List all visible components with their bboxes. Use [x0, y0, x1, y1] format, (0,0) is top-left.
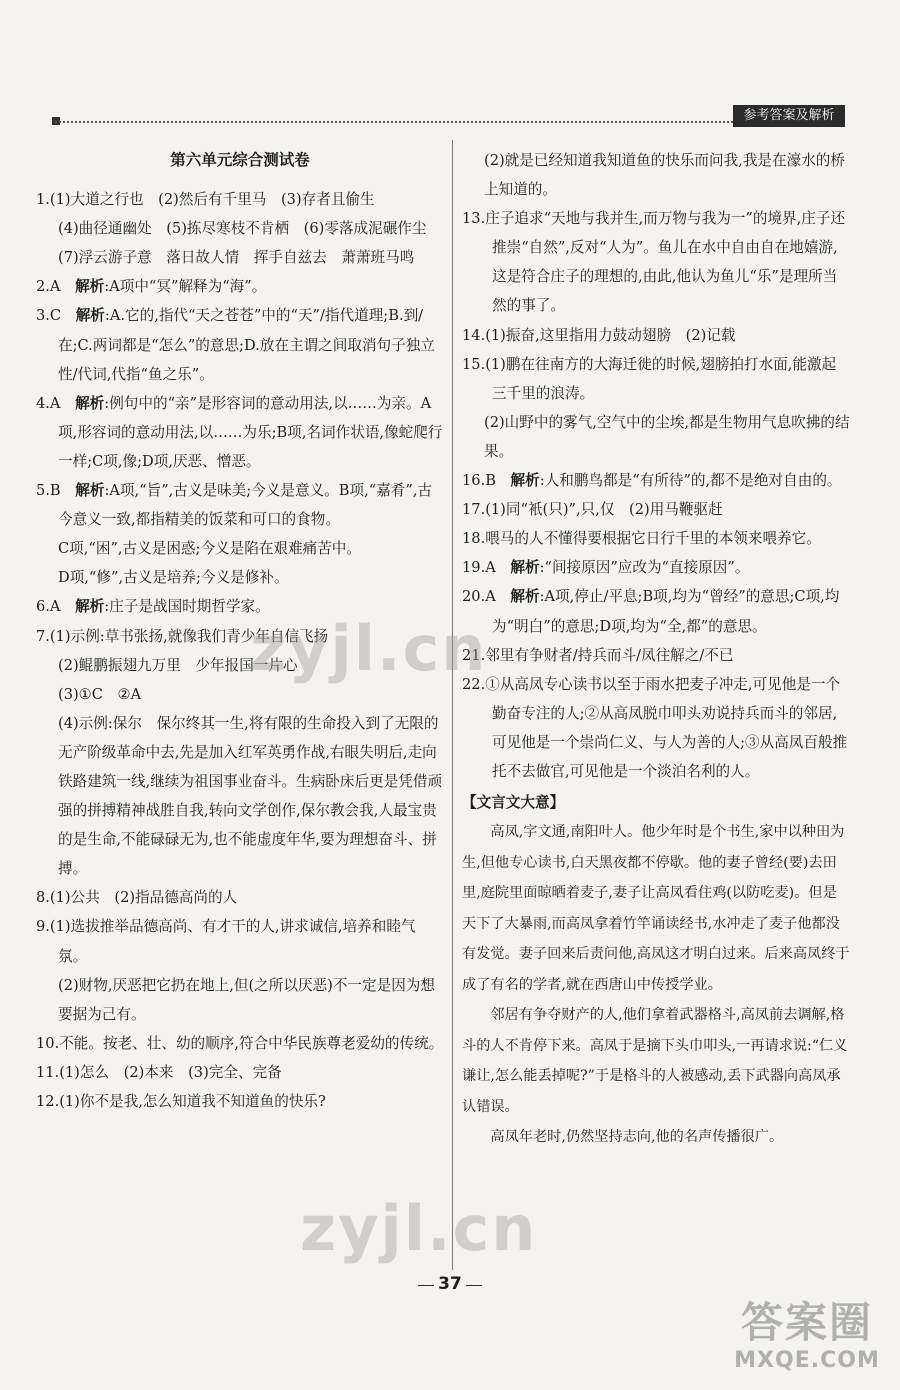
translation-paragraph-1: 高凤,字文通,南阳叶人。他少年时是个书生,家中以种田为生,但他专心读书,白天黑夜都不停歇。他的妻子曾经(要)去田里,庭院里面晾晒着麦子,妻子让高凤看住鸡(以防吃麦)。但是天下了大暴雨,而高凤拿着竹竿诵读经书,水冲走了麦子他都没有发觉。妻子回来后责问他,高凤这才明白过来。后来高凤终于成了有名的学者,就在西唐山中传授学业。: [462, 824, 850, 993]
answer-1-line2: (4)曲径通幽处 (5)拣尽寒枝不肯栖 (6)零落成泥碾作尘 (7)浮云游子意 落日故人情 挥手自兹去 萧萧班马鸣: [58, 220, 442, 267]
answer-4: [36, 389, 444, 476]
answer-9-line2: (2)财物,厌恶把它扔在地上,但(之所以厌恶)不一定是因为想要据为己有。: [58, 976, 435, 1023]
answer-3: [36, 301, 444, 388]
answer-17: 17.(1)同“衹(只)”,只,仅 (2)用马鞭驱赶: [462, 501, 723, 519]
answer-7-line3: (3)①C ②A: [58, 685, 142, 703]
answer-16-num: 16.B: [462, 472, 496, 490]
answer-16-tag: 解析: [510, 472, 540, 490]
watermark-logo-big: 答案圈: [740, 1298, 873, 1347]
answer-2-tag: 解析: [75, 278, 105, 296]
watermark-logo: [722, 1298, 892, 1382]
answer-22: 22.①从高凤专心读书以至于雨水把麦子冲走,可见他是一个勤奋专注的人;②从高凤脱巾叩头劝说持兵而斗的邻居,可见他是一个崇尚仁义、与人为善的人;③从高凤百般推托不去做官,可见他是一个淡泊名利的人。: [462, 675, 848, 780]
answer-3-text: :A.它的,指代“天之苍苍”中的“天”/指代道理;B.到/在;C.两词都是“怎么”的意思;D.放在主谓之间取消句子独立性/代词,代指“鱼之乐”。: [58, 307, 435, 383]
answer-3-num: 3.C: [36, 307, 62, 325]
answer-5-d: D项,“修”,古义是培养;今义是修补。: [58, 569, 289, 587]
answer-20-text: :A项,停止/平息;B项,均为“曾经”的意思;C项,均为“明白”的意思;D项,均为“全,都”的意思。: [492, 588, 840, 635]
answer-7-line4: (4)示例:保尔 保尔终其一生,将有限的生命投入到了无限的无产阶级革命中去,先是加入红军英勇作战,右眼失明后,走向铁路建筑一线,继续为祖国事业奋斗。生病卧床后更是凭借顽强的拼搏精神战胜自我,转向文学创作,保尔教会我,人最宝贵的是生命,不能碌碌无为,也不能虚度年华,要为理想奋斗、拼搏。: [58, 714, 443, 878]
answer-15-line1: 15.(1)鹏在往南方的大海迁徙的时候,翅膀拍打水面,能激起三千里的浪涛。: [462, 355, 837, 402]
column-divider: [452, 140, 453, 1270]
answer-19-num: 19.A: [462, 559, 496, 577]
answer-4-text: :例句中的“亲”是形容词的意动用法,以……为亲。A项,形容词的意动用法,以……为乐;B项,名词作状语,像蛇爬行一样;C项,像;D项,厌恶、憎恶。: [58, 394, 443, 470]
answer-16-text: :人和鹏鸟都是“有所待”的,都不是绝对自由的。: [539, 472, 842, 490]
answer-8: 8.(1)公共 (2)指品德高尚的人: [36, 889, 238, 907]
answer-5-num: 5.B: [36, 482, 61, 500]
answer-21: 21.邻里有争财者/持兵而斗/凤往解之/不已: [462, 646, 734, 664]
header-dotted-rule: [55, 121, 733, 123]
page-title: 第六单元综合测试卷: [170, 151, 310, 169]
answer-5-tag: 解析: [75, 482, 105, 500]
left-column: [36, 146, 444, 1116]
answer-12: 12.(1)你不是我,怎么知道我不知道鱼的快乐?: [36, 1093, 326, 1110]
answer-6: [36, 592, 444, 621]
answer-5-text: :A项,“旨”,古义是味美;今义是意义。B项,“嘉肴”,古今意义一致,都指精美的饭菜和可口的食物。: [58, 482, 433, 529]
right-column: [462, 146, 850, 1153]
page-number: 37: [418, 1274, 482, 1294]
answer-20-tag: 解析: [510, 588, 540, 606]
answer-2-text: :A项中“冥”解释为“海”。: [104, 278, 267, 296]
answer-7-line2: (2)鲲鹏振翅九万里 少年报国一片心: [58, 656, 298, 674]
watermark-logo-small: MXQE.COM: [734, 1348, 880, 1373]
answer-14: 14.(1)振奋,这里指用力鼓动翅膀 (2)记载: [462, 326, 736, 344]
answer-20: [462, 582, 850, 640]
answer-20-num: 20.A: [462, 588, 496, 606]
answer-19-tag: 解析: [510, 559, 540, 577]
answer-7-line1: 7.(1)示例:草书张扬,就像我们青少年自信飞扬: [36, 627, 329, 645]
answer-16: [462, 466, 850, 495]
answer-1-line1: 1.(1)大道之行也 (2)然后有千里马 (3)存者且偷生: [36, 191, 375, 209]
watermark-bottom: zyjl.cn: [300, 1192, 538, 1265]
answer-19-text: :“间接原因”应改为“直接原因”。: [539, 559, 750, 577]
answer-6-num: 6.A: [36, 598, 61, 616]
answer-2: [36, 272, 444, 301]
answer-5-c: C项,“困”,古义是困惑;今义是陷在艰难痛苦中。: [58, 540, 361, 558]
answer-4-tag: 解析: [75, 394, 105, 412]
answer-13: 13.庄子追求“天地与我并生,而万物与我为一”的境界,庄子还推崇“自然”,反对“人为”。鱼儿在水中自由自在地嬉游,这是符合庄子的理想的,由此,他认为鱼儿“乐”是理所当然的事了。: [462, 210, 846, 315]
answer-9-line1: 9.(1)选拔推举品德高尚、有才干的人,讲求诚信,培养和睦气氛。: [36, 918, 416, 965]
watermark-mid: zyjl.cn: [250, 612, 488, 685]
answer-11: 11.(1)怎么 (2)本来 (3)完全、完备: [36, 1063, 282, 1081]
answer-6-text: :庄子是战国时期哲学家。: [104, 598, 270, 616]
answer-12-part2: (2)就是已经知道我知道鱼的快乐而问我,我是在濠水的桥上知道的。: [484, 152, 845, 199]
answer-5: [36, 476, 444, 534]
answer-18: 18.喂马的人不懂得要根据它日行千里的本领来喂养它。: [462, 530, 821, 548]
header-tab: 参考答案及解析: [733, 105, 845, 127]
section-heading-translation: 【文言文大意】: [462, 794, 565, 812]
answer-2-num: 2.A: [36, 278, 61, 296]
translation-paragraph-2: 邻居有争夺财产的人,他们拿着武器格斗,高凤前去调解,格斗的人不肯停下来。高凤于是摘下头巾叩头,一再请求说:“仁义谦让,怎么能丢掉呢?”于是格斗的人被感动,丢下武器向高凤承认错误。: [462, 1007, 848, 1115]
answer-6-tag: 解析: [75, 598, 105, 616]
answer-3-tag: 解析: [75, 307, 105, 325]
translation-paragraph-3: 高凤年老时,仍然坚持志向,他的名声传播很广。: [490, 1129, 784, 1146]
answer-10: 10.不能。按老、壮、幼的顺序,符合中华民族尊老爱幼的传统。: [36, 1034, 444, 1052]
answer-4-num: 4.A: [36, 394, 61, 412]
answer-19: [462, 553, 850, 582]
answer-15-line2: (2)山野中的雾气,空气中的尘埃,都是生物用气息吹拂的结果。: [484, 413, 850, 460]
